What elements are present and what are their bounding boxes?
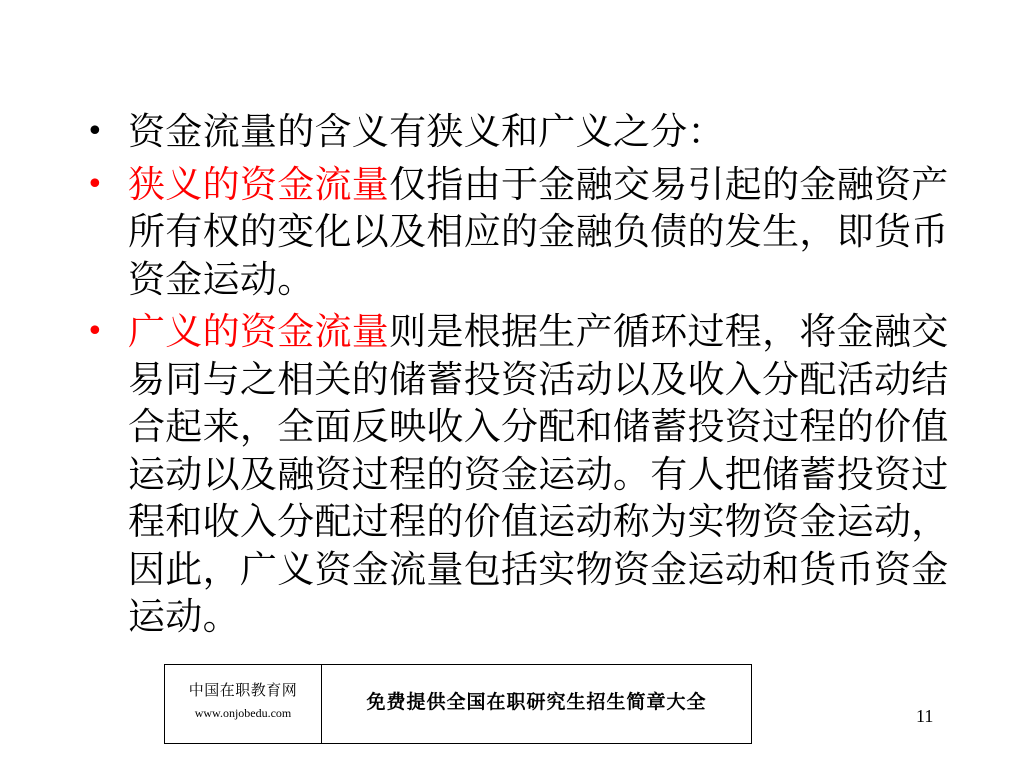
bullet-item-broad — [84, 308, 954, 641]
bullet-highlight: 狭义的资金流量 — [128, 162, 390, 206]
footer-slogan-cell[interactable] — [322, 665, 751, 743]
bullet-marker: • — [86, 166, 104, 202]
footer-logo[interactable] — [165, 665, 322, 743]
bullet-highlight: 广义的资金流量 — [128, 310, 390, 353]
site-name: 中国在职教育网 — [188, 681, 298, 699]
bullet-list — [84, 108, 954, 646]
bullet-marker: • — [86, 314, 104, 349]
bullet-item-narrow — [84, 161, 954, 304]
bullet-marker: • — [86, 114, 104, 149]
site-url[interactable]: www.onjobedu.com — [194, 706, 292, 720]
bullet-item-definition — [84, 108, 954, 156]
footer-slogan: 免费提供全国在职研究生招生简章大全 — [366, 690, 707, 713]
page-number: 11 — [916, 706, 934, 726]
bullet-text: 仅指由于金融交易引起的金融资产所有权的变化以及相应的金融负债的发生，即货币资金运动。 — [128, 162, 949, 301]
bullet-text: 资金流量的含义有狭义和广义之分： — [128, 110, 725, 153]
bullet-text: 则是根据生产循环过程，将金融交易同与之相关的储蓄投资活动以及收入分配活动结合起来，全面反映收入分配和储蓄投资过程的价值运动以及融资过程的资金运动。有人把储蓄投资过程和收入分配过程的价值运动称为实物资金运动，因此，广义资金流量包括实物资金运动和货币资金运动。 — [128, 310, 949, 638]
footer-banner[interactable] — [164, 664, 752, 744]
